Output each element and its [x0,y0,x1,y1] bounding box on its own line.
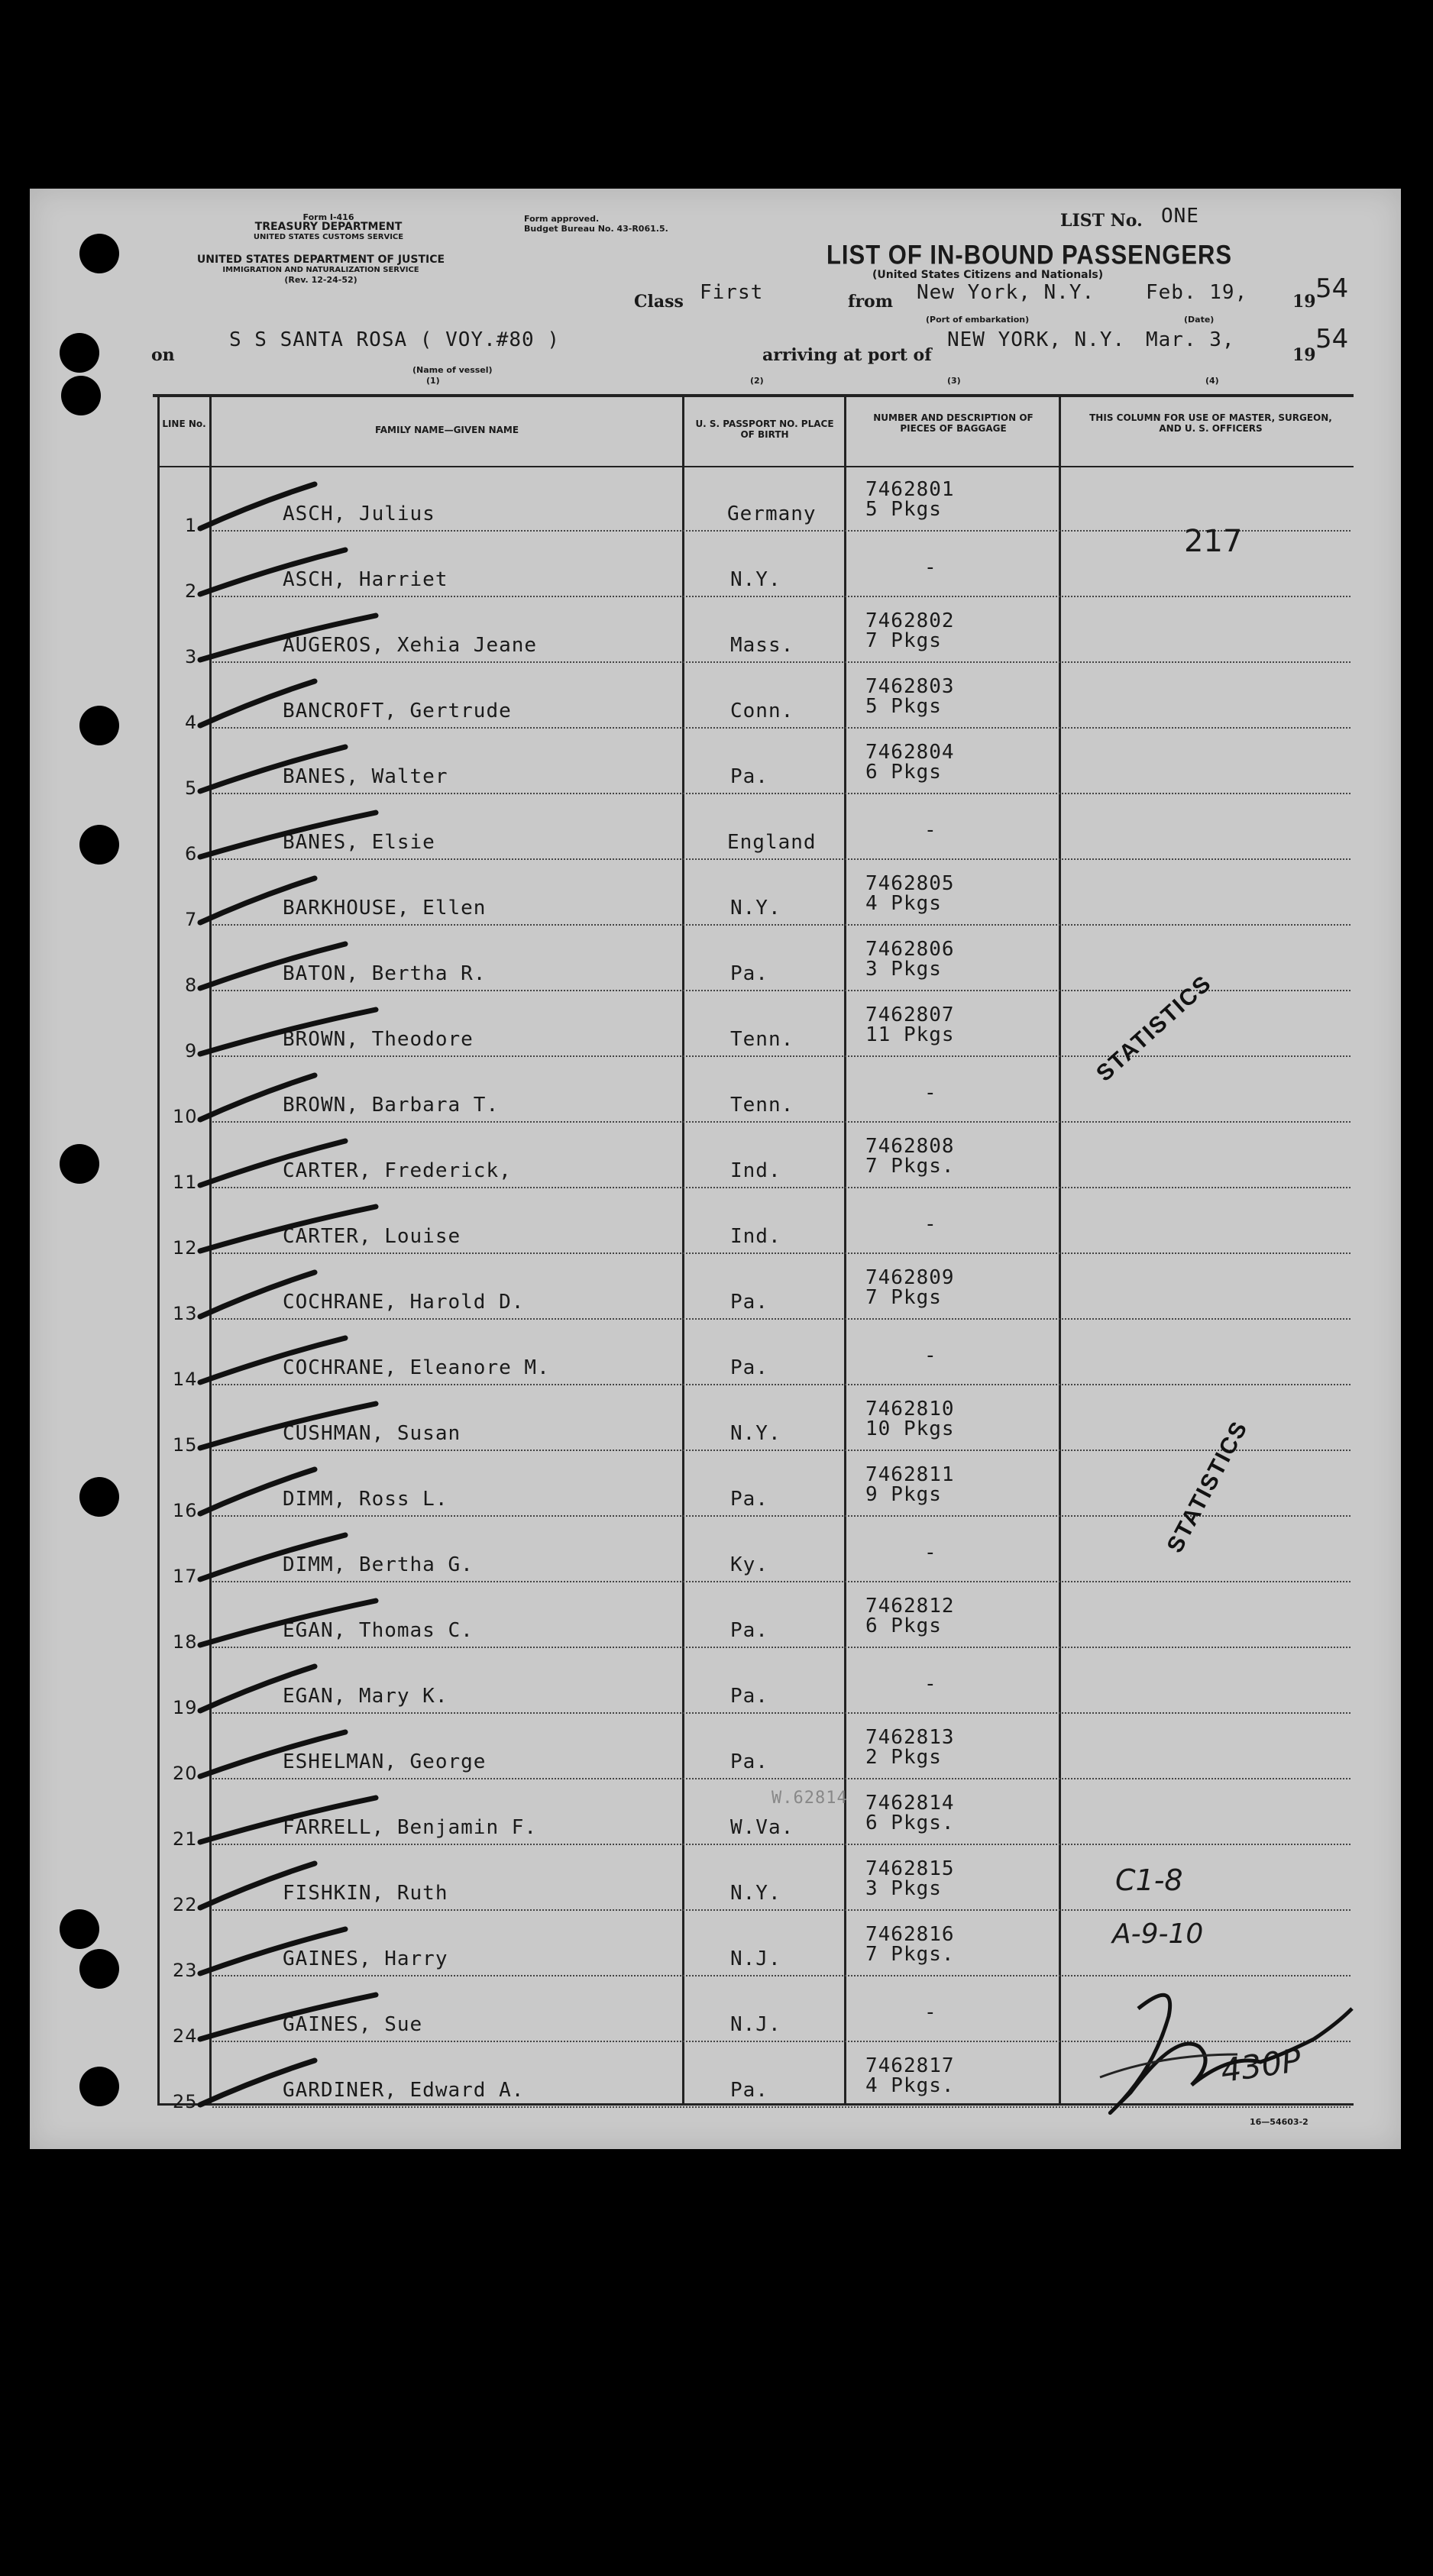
baggage-pieces: 7 Pkgs [865,1286,942,1309]
row-dotted-rule [212,1581,1351,1582]
row-dotted-rule [212,1384,1351,1385]
budget-block [524,214,668,234]
list-no-value: ONE [1161,205,1199,228]
ins-service: IMMIGRATION AND NATURALIZATION SERVICE [222,266,419,274]
baggage-pieces: - [924,819,937,842]
row-dotted-rule [212,858,1351,860]
treasury-dept: TREASURY DEPARTMENT [254,221,403,233]
place-of-birth: N.Y. [730,1882,781,1905]
baggage-number: 7462815 [865,1857,955,1880]
baggage-pieces: - [924,1541,937,1564]
baggage-pieces: - [924,556,937,579]
baggage-pieces: 3 Pkgs [865,958,942,981]
baggage-number: 7462807 [865,1004,955,1026]
justice-dept: UNITED STATES DEPARTMENT OF JUSTICE [196,254,445,266]
binder-hole [79,234,119,273]
line-number: 25 [173,2091,198,2112]
row-dotted-rule [212,924,1351,926]
line-number: 16 [173,1500,198,1521]
place-of-birth: England [727,831,817,854]
line-number: 21 [173,1828,198,1850]
line-number: 7 [185,909,198,930]
passenger-name: EGAN, Mary K. [283,1685,448,1708]
vessel-caption: (Name of vessel) [412,365,493,375]
row-dotted-rule [212,1844,1351,1845]
line-number: 20 [173,1763,198,1784]
baggage-number: 7462809 [865,1266,955,1289]
place-of-birth: N.Y. [730,1422,781,1445]
col-header-line: LINE No. [162,419,206,429]
footer-code: 16—54603-2 [1250,2117,1308,2127]
baggage-pieces: 9 Pkgs [865,1483,942,1506]
from-port: New York, N.Y. [917,281,1095,304]
line-number: 17 [173,1566,198,1587]
passenger-name: BROWN, Barbara T. [283,1094,500,1117]
revision: (Rev. 12-24-52) [284,275,357,285]
form-id-block [214,212,443,242]
table-row [0,1584,1371,1653]
baggage-number: 7462816 [865,1923,955,1946]
place-of-birth: Ind. [730,1159,781,1182]
arriving-label: arriving at port of [762,345,932,365]
baggage-number: 7462805 [865,872,955,895]
baggage-pieces: 7 Pkgs. [865,1943,955,1966]
on-label: on [151,345,175,365]
class-value: First [700,281,764,304]
line-number: 13 [173,1303,198,1324]
passenger-name: DIMM, Ross L. [283,1488,448,1511]
place-of-birth: Pa. [730,1291,768,1314]
baggage-pieces: - [924,1081,937,1104]
caption-3: (3) [947,376,961,386]
line-number: 11 [173,1172,198,1193]
line-number: 24 [173,2025,198,2047]
table-row [0,1321,1371,1390]
line-number: 4 [185,712,198,733]
baggage-number: 7462814 [865,1792,955,1815]
table-top-border [153,394,1354,397]
caption-1: (1) [426,376,440,386]
baggage-pieces: 6 Pkgs [865,761,942,784]
line-number: 5 [185,777,198,799]
baggage-number: 7462801 [865,478,955,501]
justice-block [153,255,489,285]
faint-stamp: W.62814 [771,1789,848,1808]
baggage-number: 7462812 [865,1595,955,1618]
table-row [0,1781,1371,1850]
row-dotted-rule [212,1121,1351,1123]
passenger-name: BANES, Elsie [283,831,435,854]
baggage-number: 7462811 [865,1463,955,1486]
line-number: 1 [185,515,198,536]
baggage-number: 7462803 [865,675,955,698]
baggage-pieces: - [924,1344,937,1367]
table-row [0,1715,1371,1784]
place-of-birth: Tenn. [730,1028,794,1051]
form-approved: Form approved. [524,214,600,224]
caption-2: (2) [750,376,764,386]
row-dotted-rule [212,596,1351,597]
place-of-birth: Ind. [730,1225,781,1248]
table-row [0,664,1371,733]
table-row [0,927,1371,996]
arrival-port: NEW YORK, N.Y. [947,328,1126,351]
from-date: Feb. 19, [1146,281,1248,304]
baggage-pieces: 10 Pkgs [865,1417,955,1440]
baggage-number: 7462806 [865,938,955,961]
baggage-number: 7462804 [865,741,955,764]
page-subtitle: (United States Citizens and Nationals) [872,269,1104,281]
baggage-number: 7462802 [865,609,955,632]
row-dotted-rule [212,1187,1351,1188]
table-row [0,1190,1371,1259]
baggage-number: 7462808 [865,1135,955,1158]
passenger-name: ESHELMAN, George [283,1750,487,1773]
col-header-passport: U. S. PASSPORT NO. PLACE OF BIRTH [695,419,834,440]
baggage-number: 7462813 [865,1726,955,1749]
table-row [0,1518,1371,1587]
baggage-pieces: 4 Pkgs. [865,2074,955,2097]
passenger-name: ASCH, Harriet [283,568,448,591]
baggage-pieces: 7 Pkgs. [865,1155,955,1178]
passenger-name: BATON, Bertha R. [283,962,487,985]
place-of-birth: Pa. [730,1619,768,1642]
form-number: Form I-416 [302,212,354,222]
table-row [0,599,1371,667]
passenger-name: CARTER, Louise [283,1225,461,1248]
passenger-name: AUGEROS, Xehia Jeane [283,634,538,657]
line-number: 22 [173,1894,198,1915]
baggage-pieces: - [924,2001,937,2024]
table-row [0,533,1371,602]
passenger-name: DIMM, Bertha G. [283,1553,474,1576]
table-row [0,467,1371,536]
place-of-birth: Tenn. [730,1094,794,1117]
baggage-pieces: 5 Pkgs [865,695,942,718]
annotation-217: 217 [1184,524,1243,559]
baggage-number: 7462810 [865,1398,955,1421]
row-dotted-rule [212,1778,1351,1779]
baggage-number: 7462817 [865,2054,955,2077]
baggage-pieces: 7 Pkgs [865,629,942,652]
table-row [0,1059,1371,1127]
passenger-name: BANCROFT, Gertrude [283,700,512,722]
place-of-birth: N.J. [730,1947,781,1970]
passenger-name: BANES, Walter [283,765,448,788]
place-of-birth: Pa. [730,765,768,788]
year1-value: 54 [1315,273,1349,304]
binder-hole [60,333,99,373]
place-of-birth: Pa. [730,2079,768,2102]
table-row [0,1124,1371,1193]
passenger-name: BROWN, Theodore [283,1028,474,1051]
date-caption: (Date) [1184,315,1215,325]
place-of-birth: Mass. [730,634,794,657]
baggage-pieces: 4 Pkgs [865,892,942,915]
line-number: 23 [173,1960,198,1981]
baggage-pieces: - [924,1213,937,1236]
row-dotted-rule [212,727,1351,729]
table-row [0,861,1371,930]
table-row [0,1256,1371,1324]
col-header-officers: THIS COLUMN FOR USE OF MASTER, SURGEON, AND U. S. OFFICERS [1089,412,1332,434]
place-of-birth: Pa. [730,1356,768,1379]
place-of-birth: Pa. [730,1685,768,1708]
line-number: 6 [185,843,198,865]
year2-prefix: 19 [1292,345,1316,365]
baggage-pieces: 3 Pkgs [865,1877,942,1900]
line-number: 8 [185,974,198,996]
passenger-name: CARTER, Frederick, [283,1159,512,1182]
passenger-name: GARDINER, Edward A. [283,2079,525,2102]
officer-signature [1085,1963,1360,2131]
row-dotted-rule [212,661,1351,663]
passenger-name: GAINES, Sue [283,2013,423,2036]
budget-bureau: Budget Bureau No. 43-R061.5. [524,224,668,234]
table-row [0,1387,1371,1456]
passenger-name: EGAN, Thomas C. [283,1619,474,1642]
line-number: 15 [173,1434,198,1456]
row-dotted-rule [212,1055,1351,1057]
row-dotted-rule [212,1252,1351,1254]
place-of-birth: N.Y. [730,568,781,591]
passenger-name: ASCH, Julius [283,503,435,525]
baggage-pieces: 2 Pkgs [865,1746,942,1769]
place-of-birth: N.Y. [730,897,781,920]
caption-4: (4) [1205,376,1219,386]
passenger-name: COCHRANE, Harold D. [283,1291,525,1314]
baggage-pieces: - [924,1673,937,1695]
place-of-birth: Pa. [730,1488,768,1511]
line-number: 12 [173,1237,198,1259]
place-of-birth: W.Va. [730,1816,794,1839]
col-header-baggage: NUMBER AND DESCRIPTION OF PIECES OF BAGGAGE [873,412,1034,434]
annotation-c18: C1-8 [1115,1863,1183,1897]
row-dotted-rule [212,1647,1351,1648]
statistics-stamp: STATISTICS [1162,1416,1253,1557]
line-number: 10 [173,1106,198,1127]
place-of-birth: Germany [727,503,817,525]
passenger-name: FISHKIN, Ruth [283,1882,448,1905]
baggage-pieces: 6 Pkgs [865,1614,942,1637]
passenger-name: BARKHOUSE, Ellen [283,897,487,920]
class-label: Class [634,292,684,312]
list-no-label: LIST No. [1060,211,1143,231]
place-of-birth: Pa. [730,962,768,985]
port-embark-caption: (Port of embarkation) [926,315,1030,325]
customs-service: UNITED STATES CUSTOMS SERVICE [253,233,404,241]
baggage-pieces: 6 Pkgs. [865,1812,955,1834]
place-of-birth: Pa. [730,1750,768,1773]
line-number: 9 [185,1040,198,1062]
row-dotted-rule [212,1909,1351,1911]
from-label: from [848,292,894,312]
page-title: LIST OF IN-BOUND PASSENGERS [826,239,1233,270]
table-row [0,796,1371,865]
line-number: 14 [173,1369,198,1390]
line-number: 2 [185,580,198,602]
place-of-birth: Ky. [730,1553,768,1576]
table-row [0,1650,1371,1718]
line-number: 3 [185,646,198,667]
passenger-name: FARRELL, Benjamin F. [283,1816,538,1839]
annotation-a910: A-9-10 [1112,1918,1204,1950]
baggage-pieces: 11 Pkgs [865,1023,955,1046]
arrival-date: Mar. 3, [1146,328,1235,351]
place-of-birth: Conn. [730,700,794,722]
row-dotted-rule [212,530,1351,532]
col-header-name: FAMILY NAME—GIVEN NAME [374,425,519,435]
statistics-stamp: STATISTICS [1092,970,1217,1087]
passenger-name: COCHRANE, Eleanore M. [283,1356,550,1379]
annotation-time: 430P [1218,2041,1304,2090]
passenger-name: CUSHMAN, Susan [283,1422,461,1445]
table-row [0,730,1371,799]
place-of-birth: N.J. [730,2013,781,2036]
year2-value: 54 [1315,324,1349,354]
binder-hole [61,376,101,415]
line-number: 18 [173,1631,198,1653]
row-dotted-rule [212,793,1351,794]
row-dotted-rule [212,1450,1351,1451]
row-dotted-rule [212,1712,1351,1714]
passenger-name: GAINES, Harry [283,1947,448,1970]
vessel-name: S S SANTA ROSA ( VOY.#80 ) [229,328,560,351]
line-number: 19 [173,1697,198,1718]
table-row [0,1453,1371,1521]
year1-prefix: 19 [1292,292,1316,312]
row-dotted-rule [212,1318,1351,1320]
baggage-pieces: 5 Pkgs [865,498,942,521]
